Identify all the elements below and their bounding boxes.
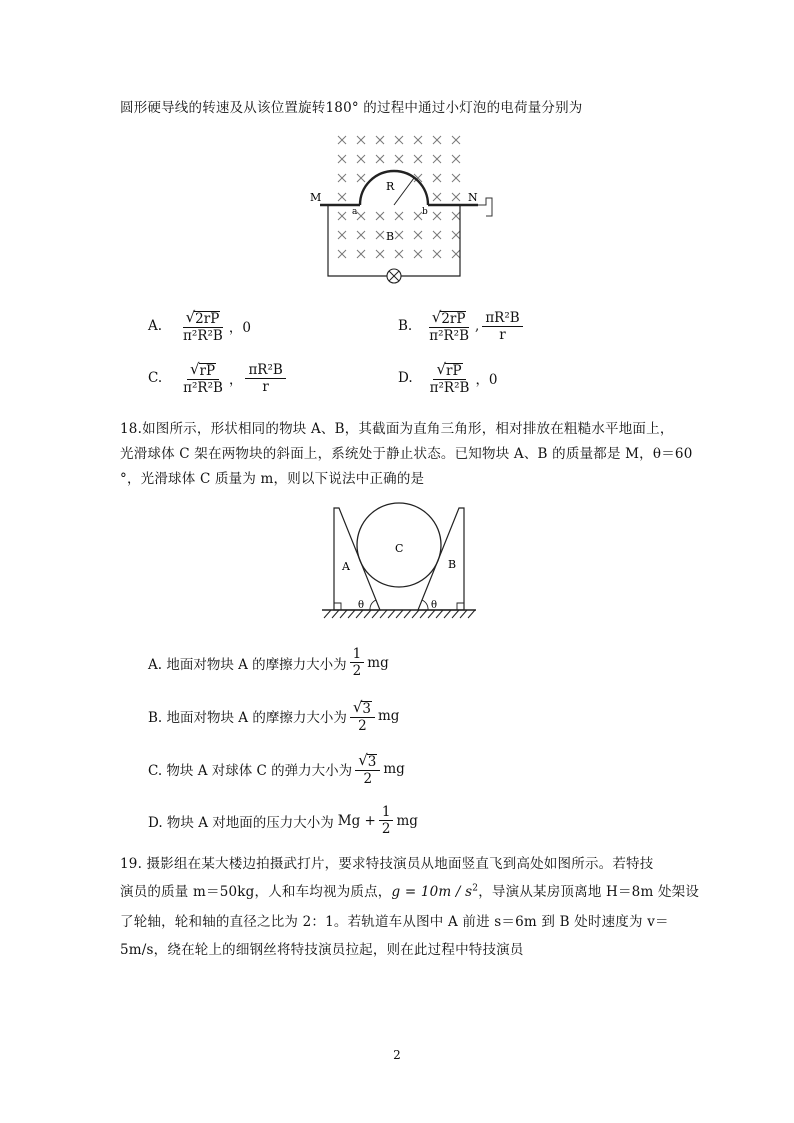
wedge-A bbox=[334, 508, 380, 610]
option-17-D: D. √ rP π²R²B ，0 bbox=[398, 360, 498, 396]
label-B-field: B bbox=[386, 230, 395, 243]
option-18-C: C. 物块 A 对球体 C 的弹力大小为 √ 3 2 mg bbox=[148, 751, 405, 787]
figure-semicircle-conductor bbox=[300, 128, 510, 288]
label-N: N bbox=[468, 191, 478, 204]
option-18-B: B. 地面对物块 A 的摩擦力大小为 √ 3 2 mg bbox=[148, 698, 400, 734]
label-A: A bbox=[342, 560, 350, 573]
magnetic-field-crosses bbox=[338, 136, 460, 258]
label-a: a bbox=[352, 207, 358, 217]
q19-line2: 演员的质量 m＝50kg，人和车均视为质点，$g = 10m / s^2$，导演从某房顶离地 H＝8m 处架设 bbox=[120, 883, 700, 900]
option-17-A: A. √ 2rP π²R²B ，0 bbox=[148, 308, 251, 344]
option-17-B: B. √ 2rP π²R²B , $\frac{\text{πR²B}}{r}$ bbox=[398, 310, 526, 343]
q19-line3: 了轮轴，轮和轴的直径之比为 2：1。若轨道车从图中 A 前进 s＝6m 到 B 处时速度为 v＝ bbox=[120, 914, 669, 930]
wedge-B bbox=[418, 508, 464, 610]
option-18-D: D. 物块 A 对地面的压力大小为 Mg + $\frac{1}{2}$ mg bbox=[148, 804, 418, 838]
label-R: R bbox=[386, 180, 395, 193]
figure-sphere-wedges bbox=[320, 500, 480, 626]
label-M: M bbox=[310, 191, 322, 204]
label-theta-right: θ bbox=[431, 600, 438, 611]
q19-line4: 5m/s，绕在轮上的细钢丝将特技演员拉起，则在此过程中特技演员 bbox=[120, 942, 524, 958]
label-b: b bbox=[422, 207, 428, 217]
q18-line1: 18.如图所示，形状相同的物块 A、B，其截面为直角三角形，相对排放在粗糙水平地面上， bbox=[120, 421, 674, 437]
option-18-A: A. 地面对物块 A 的摩擦力大小为 $\frac{1}{2}$ mg bbox=[148, 646, 389, 680]
label-B: B bbox=[448, 558, 457, 571]
ground-hatching bbox=[324, 610, 475, 618]
radius-line bbox=[394, 178, 414, 205]
q18-line3: °，光滑球体 C 质量为 m，则以下说法中正确的是 bbox=[120, 471, 425, 487]
page-number: 2 bbox=[393, 1048, 401, 1062]
label-theta-left: θ bbox=[358, 600, 365, 611]
option-17-C: C. √ rP π²R²B ， $\frac{\text{πR²B}}{r}$ bbox=[148, 362, 289, 395]
crank-handle bbox=[478, 198, 492, 216]
intro-text: 圆形硬导线的转速及从该位置旋转180° 的过程中通过小灯泡的电荷量分别为 bbox=[120, 100, 583, 116]
q18-line2: 光滑球体 C 架在两物块的斜面上，系统处于静止状态。已知物块 A、B 的质量都是 M，θ＝60 bbox=[120, 446, 693, 462]
q19-line1: 19. 摄影组在某大楼边拍摄武打片，要求特技演员从地面竖直飞到高处如图所示。若特技 bbox=[120, 856, 654, 872]
label-C: C bbox=[395, 542, 404, 555]
